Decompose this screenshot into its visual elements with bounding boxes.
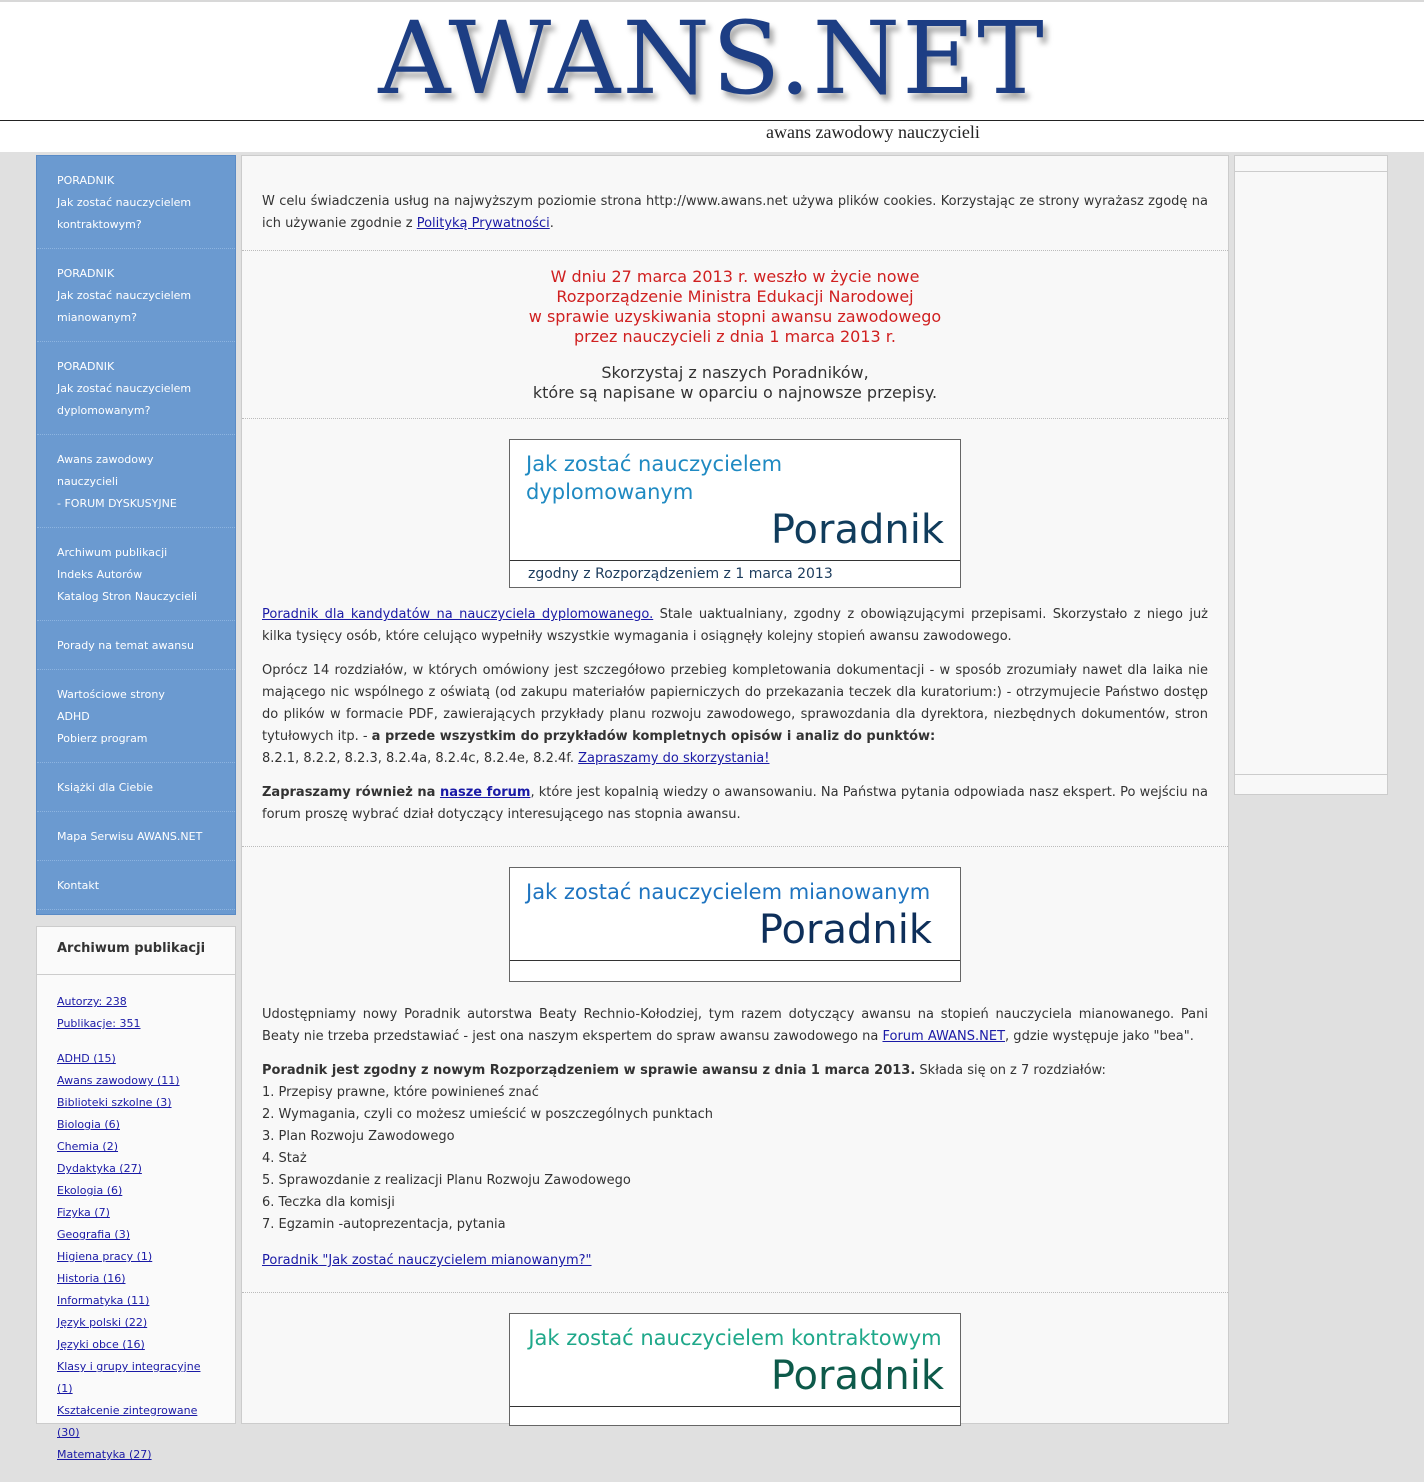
section-dyplomowany: [242, 419, 1228, 847]
mianowany-intro: [262, 1004, 1208, 1048]
right-sidebar-box: [1234, 155, 1388, 795]
announce-line: W dniu 27 marca 2013 r. weszło w życie nowe: [550, 267, 920, 286]
forum-invite-text: , które jest kopalnią wiedzy o awansowaniu. Na Państwa pytania odpowiada nasz ekspert. Po wejściu na forum proszę wybrać dział dotyczący interesującego nas stopnia awansu.: [262, 785, 1208, 822]
mianowany-chapters: [262, 1060, 1208, 1236]
announce-cta-line: Skorzystaj z naszych Poradników,: [601, 363, 869, 382]
nav-item[interactable]: dyplomowanym?: [57, 404, 151, 417]
banner-top: [510, 868, 960, 961]
privacy-policy-link[interactable]: Polityką Prywatności: [416, 216, 550, 231]
nav-item-catalog[interactable]: Katalog Stron Nauczycieli: [57, 590, 198, 603]
nav-item-archive[interactable]: Archiwum publikacji: [57, 546, 168, 559]
nav-item-adhd[interactable]: ADHD: [57, 710, 90, 723]
mianowany-guide: [262, 1250, 1208, 1272]
banner-mianowany[interactable]: [509, 867, 961, 982]
nav-group-archive: [37, 528, 235, 621]
banner-top: [510, 440, 960, 561]
nav-group-kontraktowy[interactable]: [37, 156, 235, 249]
nav-item-contact[interactable]: Kontakt: [57, 879, 100, 892]
nav-item-books[interactable]: Książki dla Ciebie: [57, 781, 154, 794]
mianowany-chapters-intro: Składa się on z 7 rozdziałów:: [915, 1063, 1106, 1078]
dyplomowany-intro-text: Stale uaktualniany, zgodny z obowiązującymi przepisami. Skorzystało z niego już kilka tysięcy osób, które celująco wypełniły wszystkie wymagania i osiągnęły kolejny stopień awansu zawodowego.: [262, 607, 1209, 644]
nav-item[interactable]: kontraktowym?: [57, 218, 142, 231]
nav-item-download[interactable]: Pobierz program: [57, 732, 148, 745]
archive-category[interactable]: Ekologia (6): [57, 1184, 123, 1197]
archive-authors-link[interactable]: Autorzy: 238: [57, 995, 127, 1008]
archive-category[interactable]: Higiena pracy (1): [57, 1250, 153, 1263]
nav-group-dyplomowany[interactable]: [37, 342, 235, 435]
nav-item[interactable]: PORADNIK: [57, 267, 115, 280]
mianowany-intro-text: Udostępniamy nowy Poradnik autorstwa Beaty Rechnio-Kołodziej, tym razem dotyczący awansu na stopień nauczyciela mianowanego. Pani Beaty nie trzeba przedstawiać - jest ona naszym ekspertem do spraw awansu zawodowego na: [262, 1007, 1208, 1044]
banner-title: Jak zostać nauczycielem mianowanym: [526, 880, 931, 904]
banner-note: zgodny z Rozporządzeniem z 1 marca 2013: [528, 566, 833, 582]
cookie-text: W celu świadczenia usług na najwyższym poziomie strona http://www.awans.net używa plików cookies. Korzystając ze strony wyrażasz zgodę na ich używanie zgodnie z: [262, 194, 1208, 231]
announce-line: w sprawie uzyskiwania stopni awansu zawodowego: [528, 307, 942, 326]
banner-bottom: [510, 961, 960, 981]
archive-category[interactable]: Kształcenie zintegrowane (30): [57, 1404, 198, 1439]
archive-category[interactable]: Biologia (6): [57, 1118, 120, 1131]
archive-category[interactable]: Dydaktyka (27): [57, 1162, 142, 1175]
archive-category[interactable]: ADHD (15): [57, 1052, 116, 1065]
archive-category[interactable]: Matematyka (27): [57, 1448, 152, 1461]
chapter-item: 7. Egzamin -autoprezentacja, pytania: [262, 1217, 506, 1232]
main-content: [241, 155, 1229, 1424]
regulation-announcement: [242, 251, 1228, 419]
chapter-item: 1. Przepisy prawne, które powinieneś znać: [262, 1085, 539, 1100]
chapter-item: 6. Teczka dla komisji: [262, 1195, 395, 1210]
site-tagline: awans zawodowy nauczycieli: [766, 122, 980, 142]
cookie-notice: [242, 156, 1228, 251]
archive-category[interactable]: Awans zawodowy (11): [57, 1074, 180, 1087]
nav-item-advice[interactable]: Porady na temat awansu: [57, 639, 194, 652]
mianowany-intro-end: , gdzie występuje jako "bea".: [1005, 1029, 1194, 1044]
chapter-item: 4. Staż: [262, 1151, 307, 1166]
cookie-end: .: [549, 216, 554, 231]
nav-item[interactable]: Jak zostać nauczycielem: [57, 289, 192, 302]
archive-category[interactable]: Geografia (3): [57, 1228, 131, 1241]
archive-category[interactable]: Biblioteki szkolne (3): [57, 1096, 172, 1109]
banner-subtitle: Poradnik: [770, 1353, 944, 1399]
dyplomowany-guide-link[interactable]: Poradnik dla kandydatów na nauczyciela dyplomowanego.: [262, 607, 654, 622]
banner-dyplomowany[interactable]: [509, 439, 961, 588]
archive-category[interactable]: Klasy i grupy integracyjne (1): [57, 1360, 201, 1395]
archive-box: [36, 926, 236, 1461]
nav-item[interactable]: Jak zostać nauczycielem: [57, 196, 192, 209]
header-divider: [0, 120, 1424, 121]
chapter-item: 5. Sprawozdanie z realizacji Planu Rozwoju Zawodowego: [262, 1173, 631, 1188]
archive-category[interactable]: Języki obce (16): [57, 1338, 145, 1351]
archive-publications-link[interactable]: Publikacje: 351: [57, 1017, 141, 1030]
nav-item-valuable[interactable]: Wartościowe strony: [57, 688, 165, 701]
mianowany-guide-link[interactable]: Poradnik "Jak zostać nauczycielem mianowanym?": [262, 1253, 592, 1268]
chapter-item: 2. Wymagania, czyli co możesz umieścić w poszczególnych punktach: [262, 1107, 714, 1122]
archive-category[interactable]: Historia (16): [57, 1272, 126, 1285]
nav-item[interactable]: Jak zostać nauczycielem: [57, 382, 192, 395]
banner-subtitle: Poradnik: [758, 907, 932, 953]
dyplomowany-details: [262, 660, 1208, 770]
banner-title: Jak zostać nauczycielem kontraktowym: [528, 1326, 942, 1350]
site-logo[interactable]: AWANS.NET: [378, 0, 1046, 117]
archive-category[interactable]: Chemia (2): [57, 1140, 119, 1153]
nav-item-sitemap[interactable]: Mapa Serwisu AWANS.NET: [57, 830, 203, 843]
nav-item-authors[interactable]: Indeks Autorów: [57, 568, 143, 581]
mianowany-compliance: Poradnik jest zgodny z nowym Rozporządzeniem w sprawie awansu z dnia 1 marca 2013.: [262, 1063, 916, 1078]
nav-group-forum[interactable]: [37, 435, 235, 528]
nav-group-links: [37, 670, 235, 763]
announce-line: Rozporządzenie Ministra Edukacji Narodowej: [556, 287, 914, 306]
nav-item[interactable]: PORADNIK: [57, 174, 115, 187]
nav-item[interactable]: Awans zawodowy nauczycieli: [57, 453, 154, 488]
archive-title: Archiwum publikacji: [37, 927, 235, 975]
archive-category[interactable]: Język polski (22): [57, 1316, 148, 1329]
right-box-divider: [1235, 774, 1387, 775]
forum-link[interactable]: nasze forum: [439, 785, 531, 800]
announce-cta-line: które są napisane w oparciu o najnowsze przepisy.: [532, 383, 938, 402]
chapter-item: 3. Plan Rozwoju Zawodowego: [262, 1129, 455, 1144]
forum-awans-link[interactable]: Forum AWANS.NET: [882, 1029, 1006, 1044]
banner-bottom: [510, 1407, 960, 1425]
dyplomowany-invite-link[interactable]: Zapraszamy do skorzystania!: [578, 751, 770, 766]
nav-group-books: [37, 763, 235, 812]
announce-spacer: [262, 347, 1208, 363]
forum-invite-bold: Zapraszamy również na: [262, 785, 440, 800]
nav-item[interactable]: - FORUM DYSKUSYJNE: [57, 497, 177, 510]
dyplomowany-points: 8.2.1, 8.2.2, 8.2.3, 8.2.4a, 8.2.4c, 8.2.4e, 8.2.4f.: [262, 751, 579, 766]
archive-category[interactable]: Informatyka (11): [57, 1294, 150, 1307]
nav-group-mianowany[interactable]: [37, 249, 235, 342]
archive-spacer: [57, 1035, 215, 1048]
announce-line: przez nauczycieli z dnia 1 marca 2013 r.: [574, 327, 896, 346]
section-mianowany: [242, 847, 1228, 1293]
right-box-divider: [1235, 171, 1387, 172]
site-header: [0, 0, 1424, 152]
forum-invite: [262, 782, 1208, 826]
nav-group-sitemap: [37, 812, 235, 861]
dyplomowany-details-bold: a przede wszystkim do przykładów kompletnych opisów i analiz do punktów:: [371, 729, 936, 744]
banner-kontraktowy[interactable]: [509, 1313, 961, 1426]
sidebar-nav: [36, 155, 236, 915]
banner-subtitle: Poradnik: [770, 507, 944, 553]
nav-item[interactable]: PORADNIK: [57, 360, 115, 373]
section-kontraktowy: [242, 1293, 1228, 1462]
nav-item[interactable]: mianowanym?: [57, 311, 137, 324]
archive-category[interactable]: Fizyka (7): [57, 1206, 110, 1219]
banner-title: Jak zostać nauczycielem dyplomowanym: [526, 452, 783, 504]
archive-list: [37, 975, 235, 1482]
dyplomowany-details-text: Oprócz 14 rozdziałów, w których omówiony jest szczegółowo przebieg kompletowania dokumentacji - w sposób zrozumiały nawet dla laika nie mającego nic wspólnego z oświatą (od zakupu materiałów papierniczych do przekazania teczek dla kuratorium:) - otrzymujecie Państwo dostęp do plików w formacie PDF, zawierających przykłady planu rozwoju zawodowego, sprawozdania dla dyrektora, niezbędnych dokumentów, stron tytułowych itp. -: [262, 663, 1208, 744]
nav-group-advice: [37, 621, 235, 670]
banner-top: [510, 1314, 960, 1407]
nav-group-contact: [37, 861, 235, 910]
dyplomowany-intro: [262, 604, 1208, 648]
